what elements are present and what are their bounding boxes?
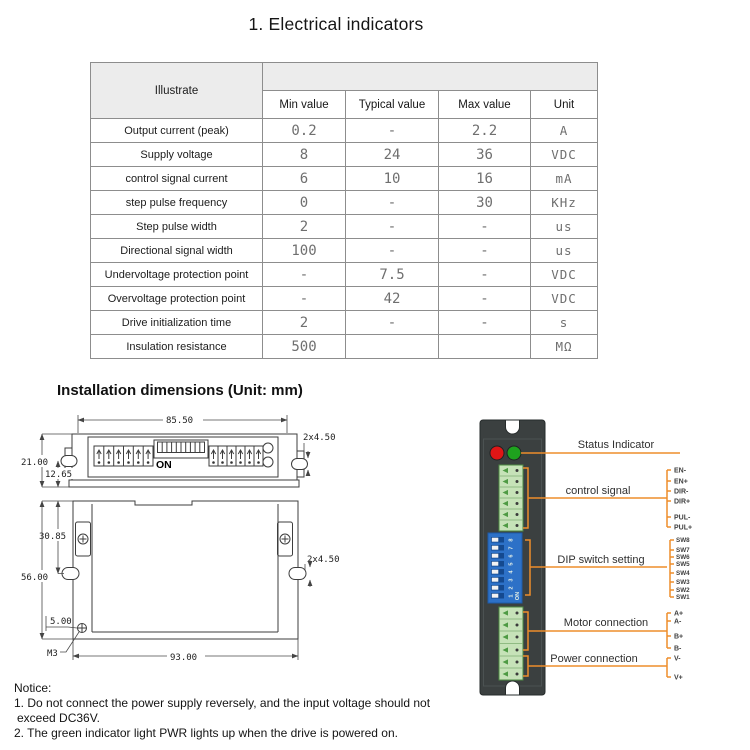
col-header-max: Max value: [439, 91, 531, 119]
row-label: Directional signal width: [91, 239, 263, 263]
typ-value: -: [346, 215, 439, 239]
dim-width-front: 93.00: [170, 653, 198, 663]
sw-label: SW5: [676, 561, 690, 568]
dim-height-front: 56.00: [21, 573, 49, 583]
notice-line-1: 1. Do not connect the power supply reversely, and the input voltage should not: [14, 696, 431, 710]
notice-block: [14, 681, 494, 741]
dip-on-label: ON: [515, 591, 521, 601]
dip-number: 7: [508, 546, 515, 550]
dip-number: 1: [508, 594, 515, 598]
min-value: -: [263, 287, 346, 311]
unit-value: A: [531, 119, 598, 143]
dip-number: 6: [508, 554, 515, 558]
dim-slot-front: 2x4.50: [307, 555, 340, 565]
max-value: -: [439, 215, 531, 239]
dim-offset-top: 12.65: [45, 470, 73, 480]
max-value: 30: [439, 191, 531, 215]
sw-label: SW6: [676, 554, 690, 561]
dim-screw-offset: 30.85: [39, 532, 67, 542]
pin-label: B+: [674, 633, 684, 641]
min-value: 0.2: [263, 119, 346, 143]
max-value: -: [439, 239, 531, 263]
max-value: -: [439, 263, 531, 287]
unit-value: us: [531, 215, 598, 239]
max-value: 36: [439, 143, 531, 167]
typ-value: 7.5: [346, 263, 439, 287]
row-label: Output current (peak): [91, 119, 263, 143]
row-label: Supply voltage: [91, 143, 263, 167]
min-value: 2: [263, 311, 346, 335]
page-title: 1. Electrical indicators: [248, 14, 424, 34]
table-row: [91, 215, 598, 239]
row-label: Insulation resistance: [91, 335, 263, 359]
dip-on-label-top-view: ON: [156, 459, 172, 471]
status-led-green: [507, 446, 521, 460]
table-header-merged-cell: [263, 63, 598, 91]
pin-label: A-: [674, 618, 682, 626]
table-row: [91, 191, 598, 215]
max-value: -: [439, 311, 531, 335]
dim-edge-offset: 5.00: [50, 617, 72, 627]
row-label: Step pulse width: [91, 215, 263, 239]
dip-number: 4: [508, 570, 515, 574]
min-value: 100: [263, 239, 346, 263]
typ-value: 24: [346, 143, 439, 167]
pin-label: B-: [674, 645, 682, 653]
sw-label: SW8: [676, 537, 690, 544]
typ-value: [346, 335, 439, 359]
dim-slot-top: 2x4.50: [303, 433, 336, 443]
max-value: [439, 335, 531, 359]
dim-width-top: 85.50: [166, 416, 194, 426]
unit-value: MΩ: [531, 335, 598, 359]
sw-label: SW7: [676, 547, 690, 554]
unit-value: s: [531, 311, 598, 335]
row-label: step pulse frequency: [91, 191, 263, 215]
sw-label: SW2: [676, 587, 690, 594]
pin-label: PUL-: [674, 514, 691, 522]
typ-value: -: [346, 119, 439, 143]
min-value: 6: [263, 167, 346, 191]
dip-number: 2: [508, 586, 515, 590]
driver-diagram: [470, 410, 750, 710]
table-header-row-1: [91, 63, 598, 91]
typ-value: -: [346, 311, 439, 335]
dip-number: 5: [508, 562, 515, 566]
table-row: [91, 143, 598, 167]
unit-value: us: [531, 239, 598, 263]
pin-label: DIR+: [674, 498, 691, 506]
table-corner-cell: Illustrate: [91, 63, 263, 119]
table-row: [91, 311, 598, 335]
dip-number: 3: [508, 578, 515, 582]
pin-label: PUL+: [674, 524, 693, 532]
min-value: -: [263, 263, 346, 287]
side-slot-left: [62, 568, 79, 580]
top-mount-notch: [506, 420, 520, 434]
unit-value: KHz: [531, 191, 598, 215]
sw-label: SW3: [676, 579, 690, 586]
side-slot-right: [289, 568, 306, 580]
min-value: 8: [263, 143, 346, 167]
pin-label: DIR-: [674, 488, 689, 496]
typ-value: 42: [346, 287, 439, 311]
status-indicator-label: Status Indicator: [577, 439, 655, 451]
installation-drawings: [20, 404, 360, 686]
control-terminal-block: [499, 465, 523, 531]
table-row: [91, 119, 598, 143]
col-header-typical: Typical value: [346, 91, 439, 119]
dip-number: 8: [508, 538, 515, 542]
max-value: 16: [439, 167, 531, 191]
notice-line-3: 2. The green indicator light PWR lights up when the drive is powered on.: [14, 726, 398, 740]
table-row: [91, 167, 598, 191]
sw-label: SW1: [676, 594, 690, 601]
col-header-min: Min value: [263, 91, 346, 119]
dip-setting-label: DIP switch setting: [557, 554, 645, 566]
row-label: Overvoltage protection point: [91, 287, 263, 311]
row-label: Drive initialization time: [91, 311, 263, 335]
power-connection-label: Power connection: [550, 653, 638, 665]
table-row: [91, 263, 598, 287]
control-signal-label: control signal: [565, 485, 631, 497]
unit-value: VDC: [531, 287, 598, 311]
unit-value: mA: [531, 167, 598, 191]
table-row: [91, 287, 598, 311]
status-led-red: [490, 446, 504, 460]
pin-label: V-: [674, 655, 681, 663]
table-row: [91, 335, 598, 359]
annotations: [521, 439, 692, 682]
unit-value: VDC: [531, 263, 598, 287]
pin-label: EN-: [674, 467, 687, 475]
dip-switch: [488, 533, 522, 603]
pin-label: EN+: [674, 478, 688, 486]
dim-screw-label: M3: [47, 649, 58, 659]
electrical-spec-table: [90, 62, 598, 359]
min-value: 500: [263, 335, 346, 359]
bottom-mount-notch: [506, 681, 520, 695]
notice-line-2: exceed DC36V.: [17, 711, 100, 725]
min-value: 0: [263, 191, 346, 215]
col-header-unit: Unit: [531, 91, 598, 119]
pin-label: V+: [674, 674, 683, 682]
typ-value: -: [346, 239, 439, 263]
pin-label: A+: [674, 610, 684, 618]
typ-value: 10: [346, 167, 439, 191]
max-value: 2.2: [439, 119, 531, 143]
max-value: -: [439, 287, 531, 311]
unit-value: VDC: [531, 143, 598, 167]
motor-power-terminal-block: [499, 607, 523, 680]
top-view-drawing: [20, 413, 336, 487]
front-view-drawing: [20, 501, 340, 663]
notice-heading: Notice:: [14, 681, 52, 695]
typ-value: -: [346, 191, 439, 215]
row-label: control signal current: [91, 167, 263, 191]
dim-height-top: 21.00: [21, 458, 49, 468]
min-value: 2: [263, 215, 346, 239]
installation-dimensions-heading: Installation dimensions (Unit: mm): [57, 382, 303, 399]
motor-connection-label: Motor connection: [563, 617, 649, 629]
table-row: [91, 239, 598, 263]
sw-label: SW4: [676, 570, 690, 577]
row-label: Undervoltage protection point: [91, 263, 263, 287]
